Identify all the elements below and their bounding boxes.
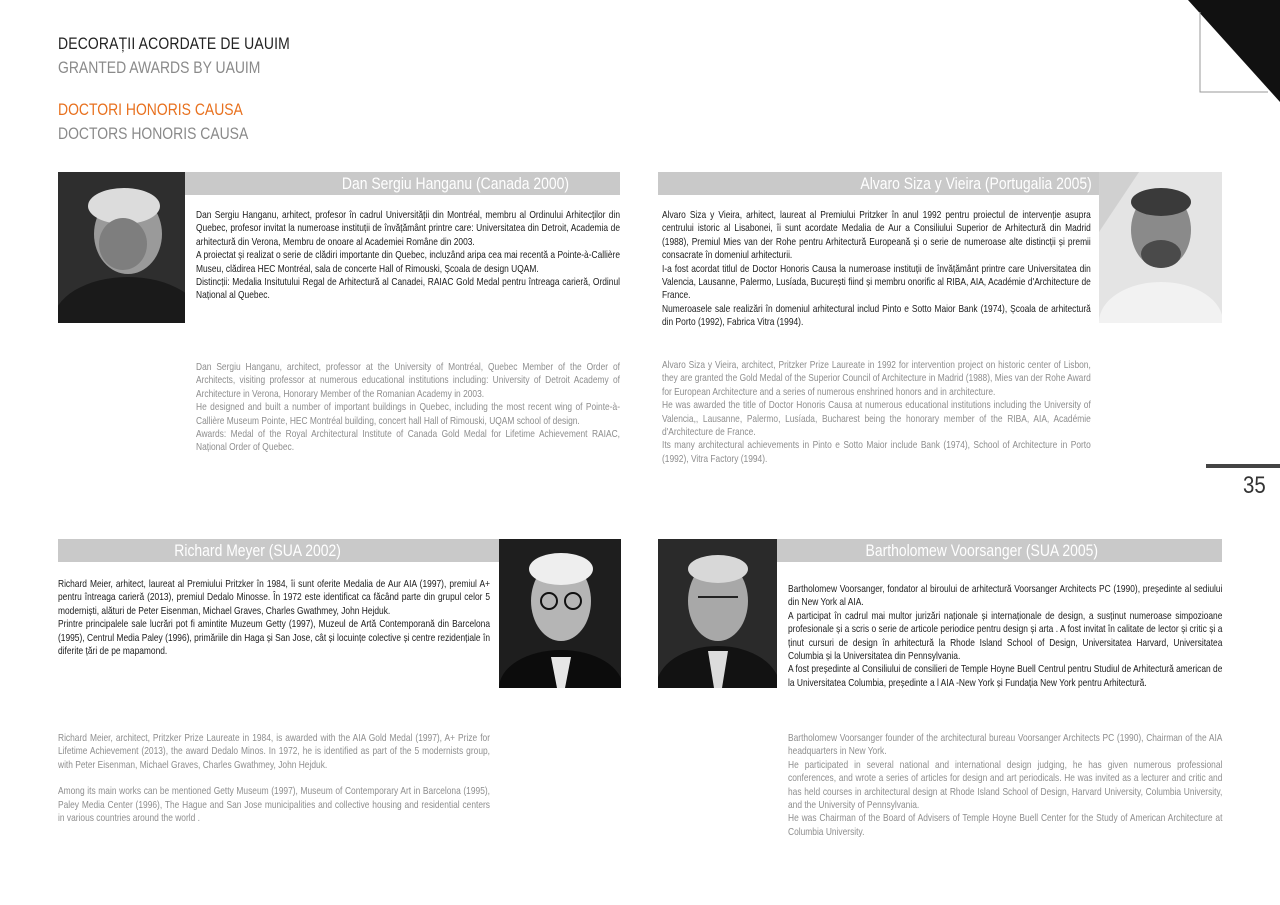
paragraph: Bartholomew Voorsanger, fondator al biroului de arhitectură Voorsanger Architects PC (1990), președinte al sediului din New York al AIA.	[788, 583, 1223, 609]
name-hanganu: Dan Sergiu Hanganu (Canada 2000)	[341, 174, 569, 193]
text-en-hanganu	[196, 361, 620, 455]
paragraph: Dan Sergiu Hanganu, arhitect, profesor în cadrul Universității din Montréal, membru al Ordinului Arhitecților din Quebec, profesor invitat la numeroase instituții de învățământ printre care: Universitatea din Detroit, Academia de arhitectură din Verona, Membru de onoare al Academiei Române din 2003.	[196, 209, 620, 248]
name-voorsanger: Bartholomew Voorsanger (SUA 2005)	[865, 541, 1098, 560]
paragraph: Alvaro Siza y Vieira, arhitect, laureat al Premiului Pritzker în anul 1992 pentru proiectul de intervenție asupra centrului istoric al Lisabonei, îi sunt acordate Medalia de Aur a Consiliului Superior de Arhitectură din Madrid (1988), Premiul Mies van der Rohe pentru Arhitectură Europeană și o serie de numeroase alte distincții și premii consacrate în domeniul arhitecturii.	[662, 209, 1091, 262]
heading-ro: DECORAȚII ACORDATE DE UAUIM	[58, 34, 290, 53]
paragraph: Distincții: Medalia Insitutului Regal de Arhitectură al Canadei, RAIAC Gold Medal pentru întreaga carieră, Ordinul Național al Quebec.	[196, 276, 620, 302]
paragraph: Dan Sergiu Hanganu, architect, professor at the University of Montréal, Quebec Member of the Order of Architects, visiting professor at numerous educational institutions including: University of Detroit Academy of Architecture in Verona, Honorary Member of the Romanian Academy in 2003.	[196, 361, 620, 400]
paragraph: He designed and built a number of important buildings in Quebec, including the most recent wing of Pointe-à-Callière Museum Pointe, HEC Montréal building, concert hall Hall of Rimouski, UQAM school of design.	[196, 401, 620, 427]
section-title-ro: DOCTORI HONORIS CAUSA	[58, 100, 243, 119]
paragraph: Richard Meier, arhitect, laureat al Premiului Pritzker în 1984, îi sunt oferite Medalia de Aur AIA (1997), premiul A+ pentru întreaga carieră (2013), premiul Dedalo Minosse. În 1972 este identificat ca făcând parte din grupul celor 5 moderniști, alături de Peter Eisenman, Michael Graves, Charles Gwathmey, John Hejduk.	[58, 578, 490, 617]
title-bar-hanganu	[185, 172, 620, 195]
paragraph: Printre principalele sale lucrări pot fi amintite Muzeum Getty (1997), Muzeul de Artă Contemporană din Barcelona (1995), Centrul Media Paley (1996), primăriile din Haga și San Jose, cât și locuințe colective și centre rezidențiale în diferite țări de pe mapamond.	[58, 618, 490, 658]
paragraph: He participated in several national and international design judging, he has given numerous professional conferences, and wrote a series of articles for design and art periodicals. He was invited as a lecturer and critic and has held courses in architectural design at Rhode Island School of Design, Harvard University, Columbia University, and the University of Pennsylvania.	[788, 758, 1223, 812]
text-ro-voorsanger	[788, 583, 1222, 690]
text-ro-hanganu	[196, 209, 620, 303]
page-number-bar	[1206, 464, 1280, 468]
text-en-voorsanger	[788, 732, 1222, 839]
heading-en: GRANTED AWARDS BY UAUIM	[58, 58, 261, 77]
paragraph: Awards: Medal of the Royal Architectural Institute of Canada Gold Medal for Lifetime Achievement RAIAC, Național Order of Quebec.	[196, 428, 620, 454]
paragraph: He was awarded the title of Doctor Honoris Causa at numerous educational institutions including the University of Valencia,, Lausanne, Palermo, Lusíada, Bucharest being the honorary member of the RIBA, AIA, Académie d'Architecture de France.	[662, 399, 1091, 439]
page-number: 35	[1243, 472, 1266, 499]
name-meyer: Richard Meyer (SUA 2002)	[174, 541, 341, 560]
text-en-meyer	[58, 732, 490, 825]
title-bar-voorsanger	[777, 539, 1222, 562]
paragraph: A fost președinte al Consiliului de consilieri de Temple Hoyne Buell Centrul pentru Studiul de Arhitectură american de la Universitatea Columbia, președinte a l AIA -New York și Fundația New York pentru Arhitectură.	[788, 663, 1223, 689]
paragraph: A proiectat și realizat o serie de clădiri importante din Quebec, incluzând aripa cea mai recentă a Pointe-à-Callière Museu, clădirea HEC Montréal, sala de concerte Hall of Rimouski, Școala de design UQAM.	[196, 249, 620, 275]
portrait-voorsanger	[658, 539, 777, 688]
paragraph: Alvaro Siza y Vieira, architect, Pritzker Prize Laureate in 1992 for intervention project on historic center of Lisbon, they are granted the Gold Medal of the Superior Council of Architecture in Madrid (1988), Mies van der Rohe Award for European Architecture and a series of numerous enshrined honors and in architecture.	[662, 359, 1091, 398]
portrait-meyer	[499, 539, 621, 688]
text-ro-meyer	[58, 578, 490, 658]
text-ro-siza	[662, 209, 1091, 330]
paragraph: Bartholomew Voorsanger founder of the architectural bureau Voorsanger Architects PC (1990), Chairman of the AIA headquarters in New York.	[788, 732, 1223, 758]
section-title-en: DOCTORS HONORIS CAUSA	[58, 124, 249, 143]
paragraph: Its many architectural achievements in Pinto e Sotto Maior include Bank (1974), School of Architecture in Porto (1992), Vitra Factory (1994).	[662, 439, 1091, 465]
title-bar-siza	[658, 172, 1099, 195]
paragraph: Numeroasele sale realizări în domeniul arhitectural includ Pinto e Sotto Maior Bank (1974), Școala de arhitectură din Porto (1992), Fabrica Vitra (1994).	[662, 302, 1091, 329]
text-en-siza	[662, 359, 1091, 466]
paragraph: A participat în cadrul mai multor jurizări naționale și internaționale de design, a susținut numeroase simpozioane profesionale și a scris o serie de articole periodice pentru design și arta . A fost invitat în calitate de lector și critic și a ținut cursuri de design în arhitectură la Rhode Island School of Design, Universitatea Harvard, Universitatea Columbia și la Universitatea din Pennsylvania.	[788, 609, 1223, 663]
paragraph: I-a fost acordat titlul de Doctor Honoris Causa la numeroase instituții de învățământ printre care Universitatea din Valencia, Lausanne, Palermo, Lusíada, București fiind și membru onorific al RIBA, AIA, Académie d'Architecture de France.	[662, 262, 1091, 302]
portrait-siza	[1099, 172, 1222, 323]
name-siza: Alvaro Siza y Vieira (Portugalia 2005)	[860, 174, 1092, 193]
title-bar-meyer	[58, 539, 499, 562]
corner-decoration	[1188, 0, 1280, 102]
paragraph: He was Chairman of the Board of Advisers of Temple Hoyne Buell Center for the Study of American Architecture at Columbia University.	[788, 812, 1223, 838]
paragraph: Richard Meier, architect, Pritzker Prize Laureate in 1984, is awarded with the AIA Gold Medal (1997), A+ Prize for Lifetime Achievement (2013), the award Dedalo Minos. In 1972, he is identified as part of the 5 modernists group, with Peter Eisenman, Michael Graves, Charles Gwathmey, John Hejduk.	[58, 732, 490, 771]
paragraph: Among its main works can be mentioned Getty Museum (1997), Museum of Contemporary Art in Barcelona (1995), Paley Media Center (1996), The Hague and San Jose municipalities and collective housing and residential centers in various countries around the world .	[58, 785, 490, 825]
portrait-hanganu	[58, 172, 185, 323]
